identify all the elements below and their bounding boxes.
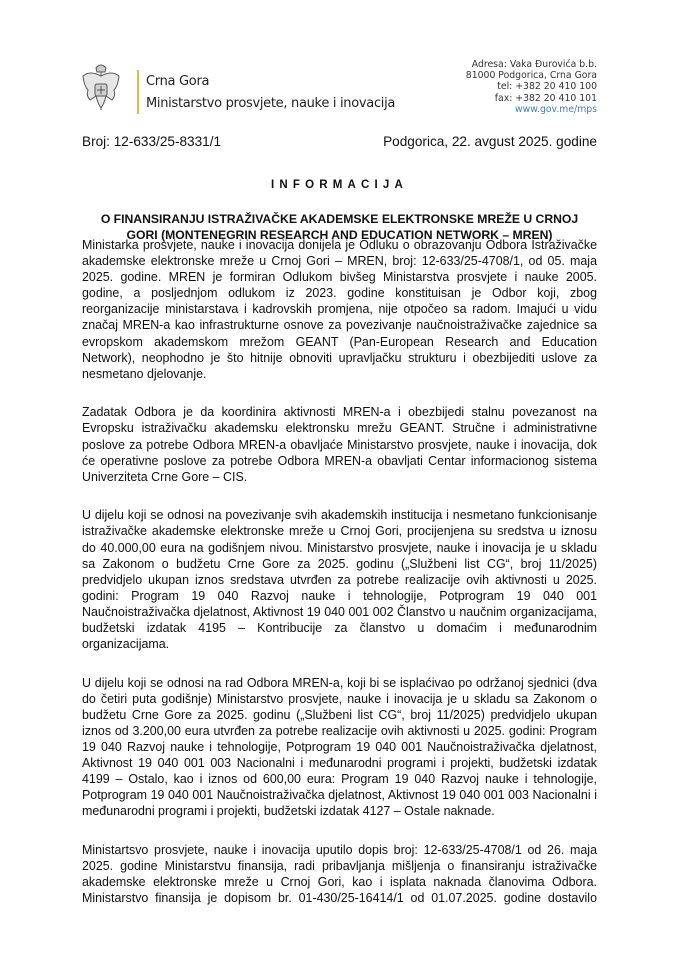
header-divider: [137, 70, 139, 114]
ministry-name: Ministarstvo prosvjete, nauke i inovacija: [146, 96, 396, 111]
website-link[interactable]: www.gov.me/mps: [515, 103, 597, 115]
address-line: Adresa: Vaka Đurovića b.b.: [471, 59, 597, 70]
paragraph: Ministartsvo prosvjete, nauke i inovacija uputilo dopis broj: 12-633/25-4708/1 od 26. maja 2025. godine Ministarstvu finansija, radi pribavljanja mišljenja o finansiranju istraživačke akademske elektronske mreže u Crnoj Gori, kao i isplata naknada članovima Odbora. Ministarstvo finansija je dopisom br. 01-430/25-16414/1 od 01.07.2025. godine dostavilo: [82, 843, 597, 906]
paragraph: Ministarka prosvjete, nauke i inovacija donijela je Odluku o obrazovanju Odbora Istraživačke akademske elektronske mreže u Crnoj Gori – MREN, broj: 12-633/25-4708/1, od 05. maja 2025. godine. MREN je formiran Odlukom bivšeg Ministarstva prosvjete i nauke 2005. godine, a posljednjom odlukom iz 2023. godine konstituisan je Odbor koji, zbog reorganizacije ministarstava i kadrovskih promjena, nije otpočeo sa radom. Imajući u vidu značaj MREN-a kao infrastrukturne osnove za povezivanje naučnoistraživačke zajednice sa evropskom akademskom mrežom GEANT (Pan-European Research and Education Network), neophodno je što hitnije obnoviti upravljačku strukturu i obezbijediti uslove za nesmetano djelovanje.: [82, 238, 597, 381]
document-number: Broj: 12-633/25-8331/1: [82, 134, 222, 149]
title-line: GORI (MONTENEGRIN RESEARCH AND EDUCATION NETWORK – MREN): [126, 228, 553, 242]
address-line: 81000 Podgorica, Crna Gora: [465, 70, 597, 82]
paragraph: U dijelu koji se odnosi na rad Odbora MREN-a, koji bi se isplaćivao po održanoj sjednici (dva do četiri puta godišnje) Ministarstvo prosvjete, nauke i inovacija je u skladu sa Zakonom o budžetu Crne Gore za 2025. godinu („Službeni list CG“, broj 11/2025) predvidjelo ukupan iznos od 3.200,00 eura utvrđen za potrebe realizacije ovih aktivnosti u 2025. godini: Program 19 040 Razvoj nauke i tehnologije, Potprogram 19 040 001 Naučnoistraživačka djelatnost, Aktivnost 19 040 001 003 Nacionalni i međunarodni programi i projekti, budžetski izdatak 4199 – Ostalo, kao i iznos od 600,00 eura: Program 19 040 Razvoj nauke i tehnologije, Potprogram 19 040 001 Naučnoistraživačka djelatnost, Aktivnost 19 040 001 003 Nacionalni i međunarodni programi i projekti, budžetski izdatak 4127 – Ostale naknade.: [82, 675, 597, 819]
country-name: Crna Gora: [146, 74, 210, 89]
title-line: O FINANSIRANJU ISTRAŽIVAČKE AKADEMSKE ELEKTRONSKE MREŽE U CRNOJ: [100, 212, 579, 226]
phone-line: tel: +382 20 410 100: [497, 81, 597, 93]
address-block: [466, 59, 597, 115]
paragraph: Zadatak Odbora je da koordinira aktivnosti MREN-a i obezbijedi stalnu povezanost na Evropsku istraživačku akademsku elektronsku mrežu GEANT. Stručne i administrativne poslove za potrebe Odbora MREN-a obavljaće Ministarstvo prosvjete, nauke i inovacija, dok će operativne poslove za potrebe Odbora MREN-a obavljati Centar informacionog sistema Univerziteta Crne Gore – CIS.: [82, 405, 597, 484]
document-body: [82, 237, 597, 929]
place-date: Podgorica, 22. avgust 2025. godine: [383, 134, 597, 149]
fax-line: fax: +382 20 410 101: [494, 92, 597, 104]
paragraph: U dijelu koji se odnosi na povezivanje svih akademskih institucija i nesmetano funkcionisanje istraživačke akademske elektronske mreže u Crnoj Gori, procijenjena su sredstva u iznosu do 40.000,00 eura na godišnjem nivou. Ministarstvo prosvjete, nauke i inovacija je u skladu sa Zakonom o budžetu Crne Gore za 2025. godinu („Službeni list CG“, broj 11/2025) predvidjelo ukupan iznos sredstava utvrđen za potrebe realizacije ovih aktivnosti u 2025. godini: Program 19 040 Razvoj nauke i tehnologije, Potprogram 19 040 001 Naučnoistraživačka djelatnost, Aktivnost 19 040 001 002 Članstvo u naučnim organizacijama, budžetski izdatak 4195 – Kontribucije za članstvo u domaćim i međunarodnim organizacijama.: [82, 508, 597, 652]
document-heading: INFORMACIJA: [270, 179, 409, 191]
coat-of-arms-emblem: [80, 60, 122, 114]
